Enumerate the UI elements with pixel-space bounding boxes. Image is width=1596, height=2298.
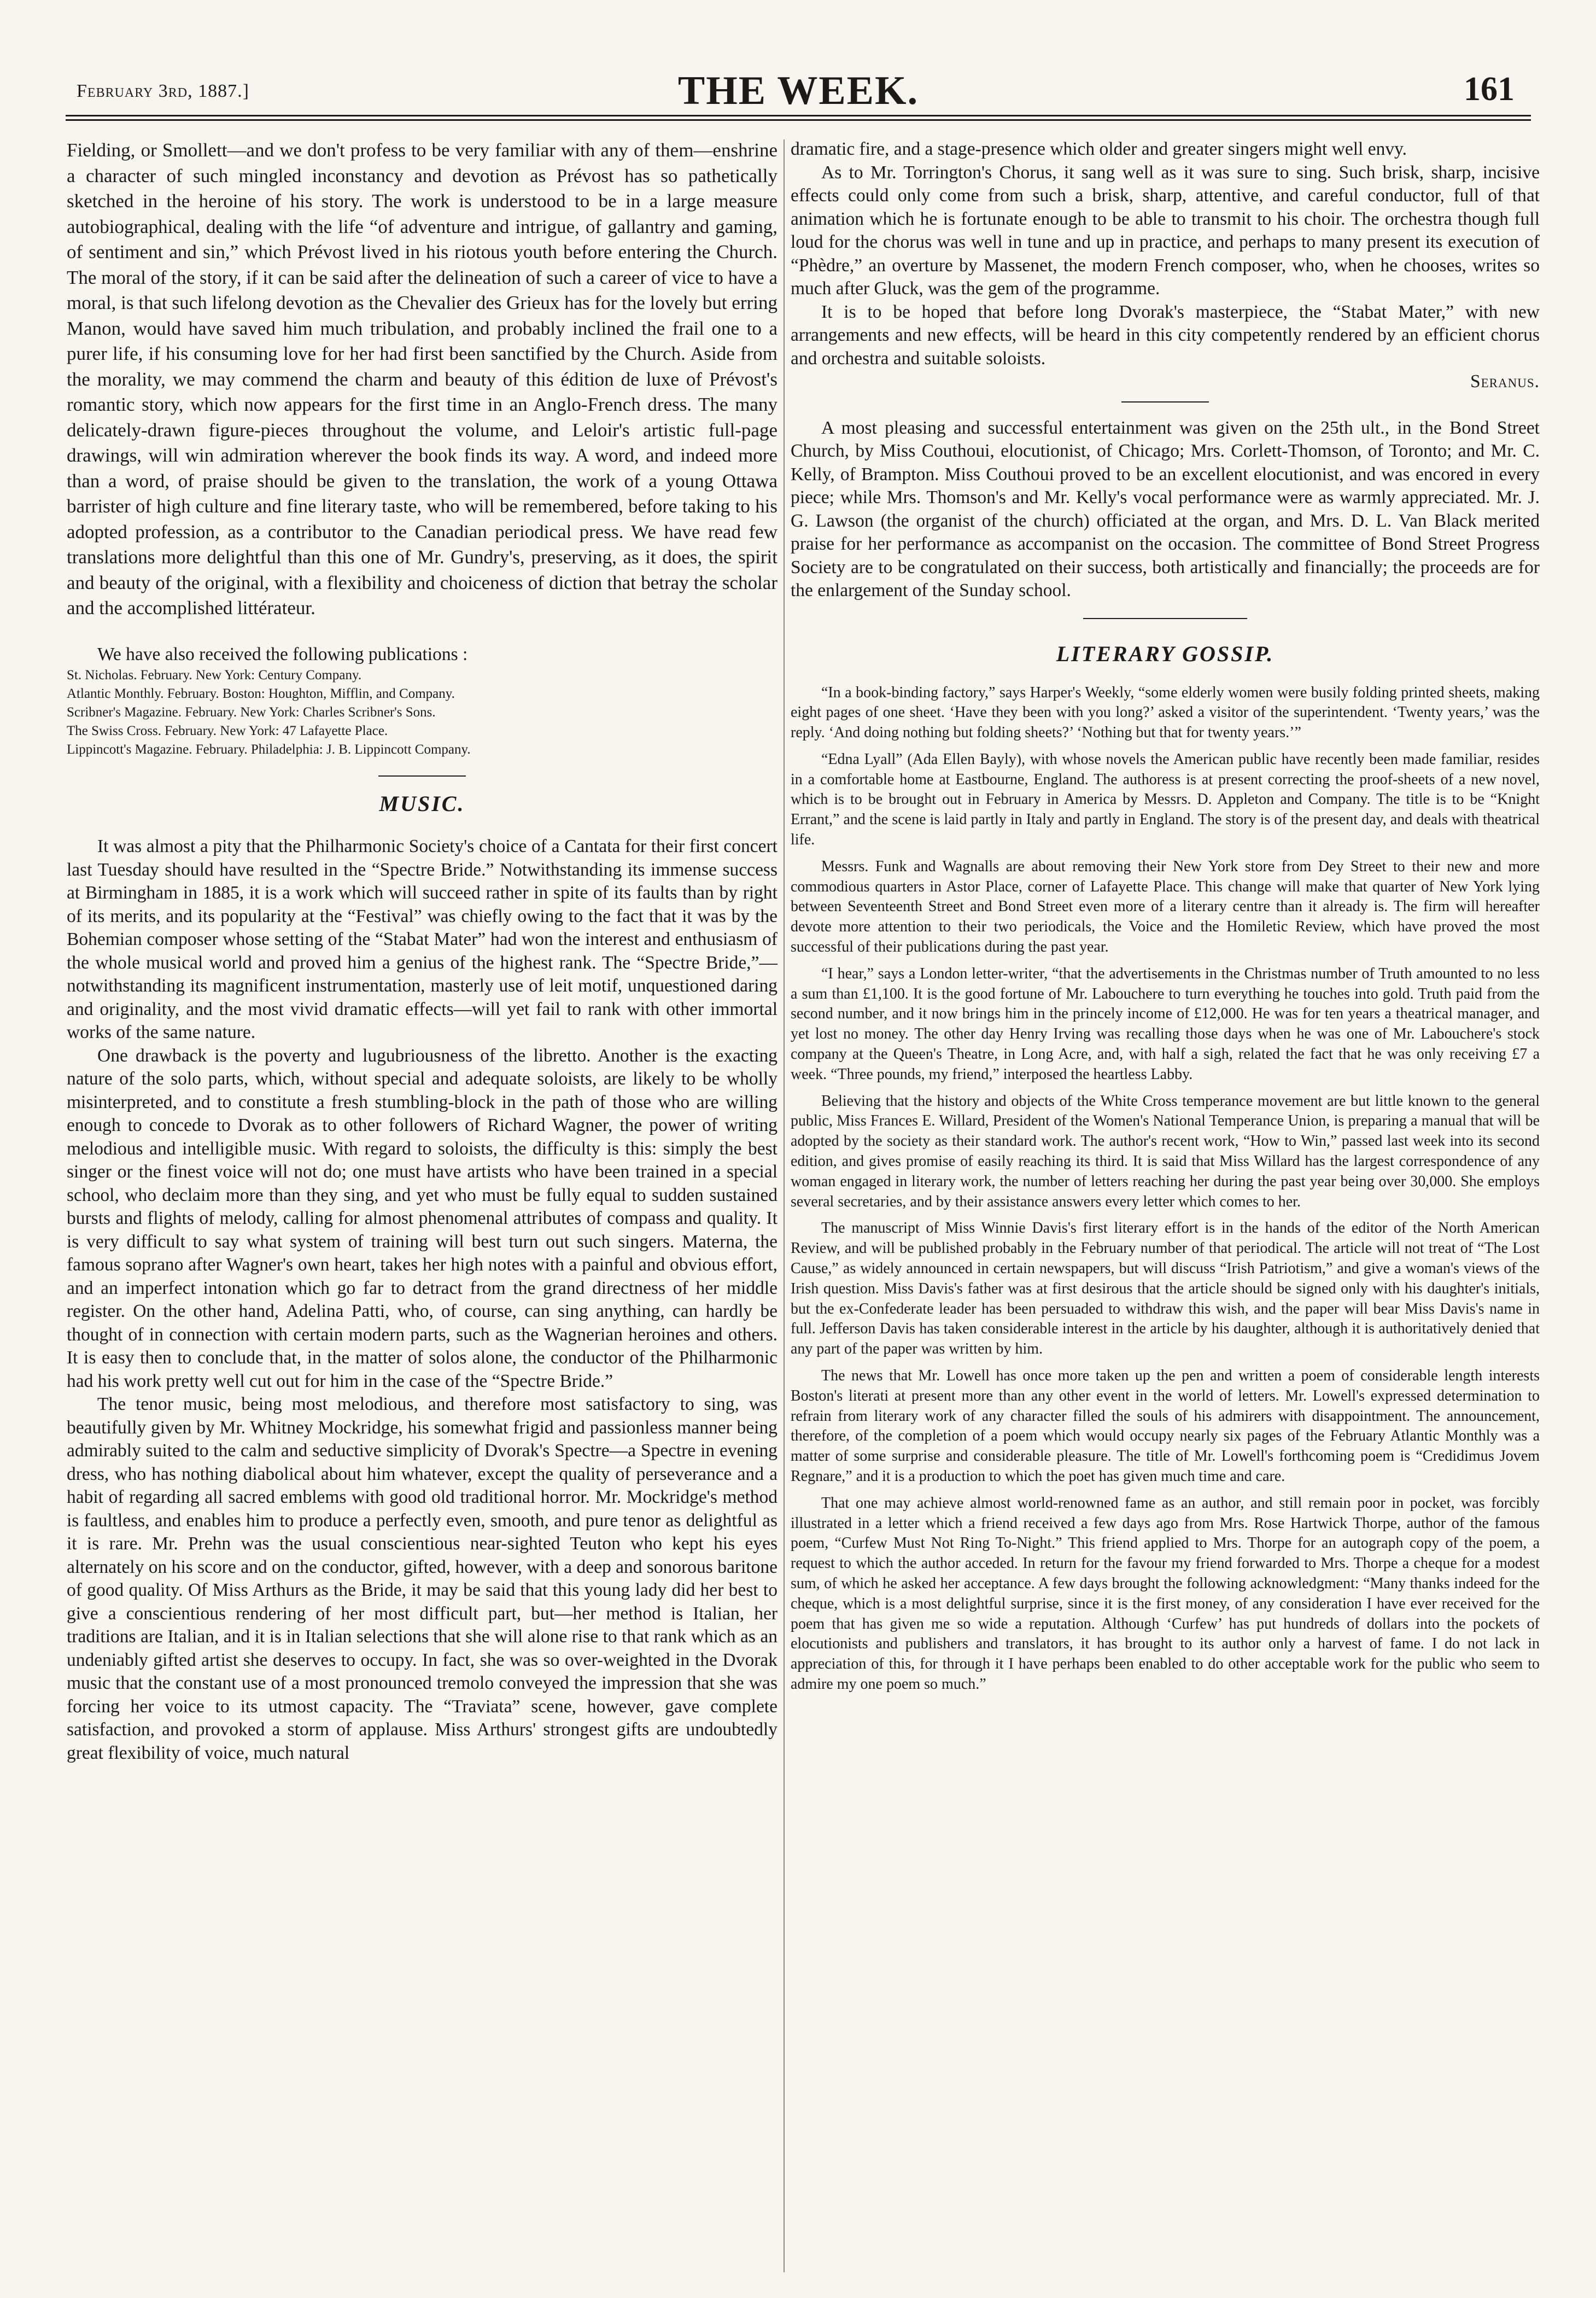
publication-title: THE WEEK.	[677, 68, 919, 113]
gossip-paragraph: Believing that the history and objects of the White Cross temperance movement are but little known to the general public, Miss Frances E. Willard, President of the Women's National Temperance Union, is preparing a manual that will be adopted by the society as their standard work. The author's recent work, “How to Win,” passed last week into its second edition, and gives promise of easily reaching its third. It is said that Miss Willard has the largest correspondence of any woman engaged in literary work, the number of letters reaching her during the past year being over 30,000. She employs several secretaries, and by their assistance answers every letter which comes to her.	[791, 1092, 1540, 1210]
publications-list	[67, 666, 777, 759]
music-heading: MUSIC.	[379, 791, 465, 816]
page-number: 161	[1464, 71, 1515, 108]
publication-item: Lippincott's Magazine. February. Philadelphia: J. B. Lippincott Company.	[67, 742, 471, 757]
music-paragraph: It was almost a pity that the Philharmonic Society's choice of a Cantata for their first concert last Tuesday should have resulted in the “Spectre Bride.” Notwithstanding its immense success at Birmingham in 1885, it is a work which will succeed rather in spite of its faults than by right of its merits, and its popularity at the “Festival” was chiefly owing to the fact that it was by the Bohemian composer whose setting of the “Stabat Mater” had won the interest and enthusiasm of the whole musical world and proved him a genius of the highest rank. The “Spectre Bride,”—notwithstanding its magnificent instrumentation, masterly use of leit motif, unquestioned daring and originality, and the most vivid dramatic effects—will yet fail to rank with other immortal works of the same nature.	[67, 836, 777, 1042]
music-paragraph: The tenor music, being most melodious, and therefore most satisfactory to sing, was beautifully given by Mr. Whitney Mockridge, his somewhat frigid and passionless manner being admirably suited to the calm and seductive simplicity of Dvorak's Spectre—a Spectre in evening dress, who has nothing diabolical about him whatever, except the quality of perseverance and a habit of regarding all sacred emblems with good old traditional horror. Mr. Mockridge's method is faultless, and enables him to produce a perfectly even, smooth, and pure tenor as delightful as it is rare. Mr. Prehn was the usual conscientious near-sighted Teuton who kept his eyes alternately on his score and on the conductor, gifted, however, with a deep and sonorous baritone of good quality. Of Miss Arthurs as the Bride, it may be said that this young lady did her best to give a conscientious rendering of her most difficult part, but—her method is Italian, her traditions are Italian, and it is in Italian selections that she will alone rise to that rank which as an undeniably gifted artist she deserves to occupy. In fact, she was so over-weighted in the Dvorak music that the constant use of a most pronounced tremolo conveyed the impression that she was forcing her voice to its utmost capacity. The “Traviata” scene, however, gave complete satisfaction, and provoked a storm of applause. Miss Arthurs' strongest gifts are undoubtedly great flexibility of voice, much natural	[67, 1394, 777, 1763]
publications-intro: We have also received the following publications :	[97, 644, 468, 664]
masthead-rule-top	[66, 115, 1531, 116]
gossip-paragraph: “I hear,” says a London letter-writer, “that the advertisements in the Christmas number of Truth amounted to no less a sum than £1,100. It is the good fortune of Mr. Labouchere to turn everything he touches into gold. Truth paid from the second number, and it now brings him in the princely income of £12,000. He was for ten years a theatrical manager, and yet lost no money. The other day Henry Irving was recalling those days when he was one of Mr. Labouchere's stock company at the Queen's Theatre, in Long Acre, and, with half a sigh, related the fact that he was only receiving £7 a week. “Three pounds, my friend,” interposed the heartless Labby.	[791, 965, 1540, 1083]
gossip-paragraph: The manuscript of Miss Winnie Davis's first literary effort is in the hands of the editor of the North American Review, and will be published probably in the February number of that periodical. The article will not treat of “The Lost Cause,” as widely announced in certain newspapers, but will discuss “Irish Patriotism,” and give a woman's views of the Irish question. Miss Davis's father was at first desirous that the article should be signed only with his daughter's initials, but the ex-Confederate leader has been persuaded to withdraw this wish, and the paper will bear Miss Davis's name in full. Jefferson Davis has taken considerable interest in the article by his daughter, although it is authoritatively denied that any part of the paper was written by him.	[791, 1220, 1540, 1358]
music-continued-paragraph: As to Mr. Torrington's Chorus, it sang well as it was sure to sing. Such brisk, sharp, incisive effects could only come from such a brisk, sharp, attentive, and careful conductor, full of that animation which he is fortunate enough to be able to transmit to his choir. The orchestra though full loud for the chorus was well in tune and up in practice, and perhaps to many present its execution of “Phèdre,” an overture by Massenet, the modern French composer, who, when he chooses, writes so much after Gluck, was the gem of the programme.	[791, 162, 1540, 299]
music-continued-paragraph: It is to be hoped that before long Dvorak's masterpiece, the “Stabat Mater,” with new arrangements and new effects, will be heard in this city competently rendered by an efficient chorus and orchestra and suitable soloists.	[791, 301, 1540, 369]
publication-item: The Swiss Cross. February. New York: 47 Lafayette Place.	[67, 724, 388, 738]
issue-date: February 3rd, 1887.]	[77, 81, 249, 101]
signature: Seranus.	[1470, 371, 1540, 392]
column-separator	[784, 139, 785, 2272]
gossip-paragraph: “Edna Lyall” (Ada Ellen Bayly), with whose novels the American public have recently been made familiar, resides in a comfortable home at Eastbourne, England. The authoress is at present correcting the proof-sheets of a new novel, which is to be brought out in February in America by Messrs. D. Appleton and Company. The title is to be “Knight Errant,” and the scene is laid partly in Italy and partly in England. The story is of the present day, and deals with theatrical life.	[791, 750, 1540, 849]
left-column	[67, 138, 777, 1765]
publication-item: Scribner's Magazine. February. New York: Charles Scribner's Sons.	[67, 705, 436, 720]
gossip-paragraph: “In a book-binding factory,” says Harper's Weekly, “some elderly women were busily folding printed sheets, making eight pages of one sheet. ‘Have they been with you long?’ asked a visitor of the superintendent. ‘Twenty years,’ was the reply. ‘And doing nothing but folding sheets?’ ‘Nothing but that for twenty years.’”	[791, 684, 1540, 742]
music-paragraph: One drawback is the poverty and lugubriousness of the libretto. Another is the exacting nature of the solo parts, which, without special and adequate soloists, are likely to be wholly misinterpreted, and to constitute a fresh stumbling-block in the path of those who are willing enough to concede to Dvorak as to other followers of Richard Wagner, the power of writing melodious and intelligible music. With regard to soloists, the difficulty is this: simply the best singer or the finest voice will not do; one must have artists who have been trained in a special school, who declaim more than they sing, and yet who must be fully equal to sudden sustained bursts and flights of melody, calling for almost phenomenal attributes of compass and quality. It is very difficult to say what system of training will best turn out such singers. Materna, the famous soprano after Wagner's own heart, takes her high notes with a painful and obvious effort, and an imperfect intonation which go far to detract from the grand directness of her middle register. On the other hand, Adelina Patti, who, of course, can sing anything, can hardly be thought of in connection with certain modern parts, such as the Wagnerian heroines and others. It is easy then to conclude that, in the matter of solos alone, the conductor of the Philharmonic had his work pretty well cut out for him in the case of the “Spectre Bride.”	[67, 1045, 777, 1391]
review-paragraph: Fielding, or Smollett—and we don't profess to be very familiar with any of them—enshrine a character of such mingled inconstancy and devotion as Prévost has so pathetically sketched in the heroine of his story. The work is understood to be in a large measure autobiographical, dealing with the life “of adventure and intrigue, of gallantry and gaming, of sentiment and sin,” which Prévost lived in his riotous youth before entering the Church. The moral of the story, if it can be said after the delineation of such a career of vice to have a moral, is that such lifelong devotion as the Chevalier des Grieux has for the lovely but erring Manon, would have saved him much tribulation, and probably inclined the frail one to a purer life, if his consuming love for her had first been sanctified by the Church. Aside from the morality, we may commend the charm and beauty of this édition de luxe of Prévost's romantic story, which now appears for the first time in an Anglo-French dress. The many delicately-drawn figure-pieces throughout the volume, and Leloir's artistic full-page drawings, will win admiration wherever the book finds its way. A word, and indeed more than a word, of praise should be given to the translation, the work of a young Ottawa barrister of high culture and fine literary taste, who will be remembered, before taking to his adopted profession, as a contributor to the Canadian periodical press. We have read few translations more delightful than this one of Mr. Gundry's, preserving, as it does, the spirit and beauty of the original, with a flexibility and choiceness of diction that betray the scholar and the accomplished littérateur.	[67, 139, 777, 619]
publication-item: Atlantic Monthly. February. Boston: Houghton, Mifflin, and Company.	[67, 686, 455, 701]
publication-item: St. Nicholas. February. New York: Century Company.	[67, 668, 362, 683]
gossip-paragraph: Messrs. Funk and Wagnalls are about removing their New York store from Dey Street to their new and more commodious quarters in Astor Place, corner of Lafayette Place. This change will make that quarter of New York lying between Seventeenth Street and Bond Street even more of a literary centre than it already is. The firm will hereafter devote more attention to their two periodicals, the Voice and the Homiletic Review, which have proved the most successful of their publications during the past year.	[791, 858, 1540, 956]
masthead-rule-bottom	[66, 119, 1531, 121]
gossip-paragraph: That one may achieve almost world-renowned fame as an author, and still remain poor in pocket, was forcibly illustrated in a letter which a friend received a few days ago from Mrs. Rose Hartwick Thorpe, author of the famous poem, “Curfew Must Not Ring To-Night.” This friend applied to Mrs. Thorpe for an autograph copy of the poem, a request to which the author acceded. In return for the favour my friend forwarded to Mrs. Thorpe a cheque for a modest sum, of which he asked her acceptance. A few days brought the following acknowledgment: “Many thanks indeed for the cheque, which is a most delightful surprise, since it is the first money, of any consideration I have ever received for the poem that has given me so wide a reputation. Although ‘Curfew’ has put hundreds of dollars into the pockets of elocutionists and publishers and translators, it has brought to its author only a harvest of fame. I do not lack in appreciation of this, for through it I have perhaps been enabled to do other acceptable work for the public who seem to admire my one poem so much.”	[791, 1494, 1540, 1693]
literary-gossip-heading: LITERARY GOSSIP.	[1056, 641, 1275, 666]
masthead	[66, 65, 1531, 130]
music-continued-paragraph: dramatic fire, and a stage-presence which older and greater singers might well envy.	[791, 139, 1407, 159]
gossip-paragraph: The news that Mr. Lowell has once more taken up the pen and written a poem of considerable length interests Boston's literati at present more than any other event in the world of letters. Mr. Lowell's expressed determination to refrain from literary work of any character filled the souls of his admirers with disappointment. The announcement, therefore, of the completion of a poem which would occupy nearly six pages of the February Atlantic Monthly was a matter of some surprise and considerable pleasure. The title of Mr. Lowell's forthcoming poem is “Credidimus Jovem Regnare,” and it is a production to which the poet has given much time and care.	[791, 1367, 1540, 1485]
entertainment-paragraph: A most pleasing and successful entertainment was given on the 25th ult., in the Bond Street Church, by Miss Couthoui, elocutionist, of Chicago; Mrs. Corlett-Thomson, of Toronto; and Mr. C. Kelly, of Brampton. Miss Couthoui proved to be an excellent elocutionist, and was encored in every piece; while Mrs. Thomson's and Mr. Kelly's vocal performance were as warmly appreciated. Mr. J. G. Lawson (the organist of the church) officiated at the organ, and Mrs. D. L. Van Black merited praise for her performance as accompanist on the occasion. The committee of Bond Street Progress Society are to be congratulated on their success, both artistically and financially; the proceeds are for the enlargement of the Sunday school.	[791, 417, 1540, 600]
right-column	[791, 138, 1540, 1695]
